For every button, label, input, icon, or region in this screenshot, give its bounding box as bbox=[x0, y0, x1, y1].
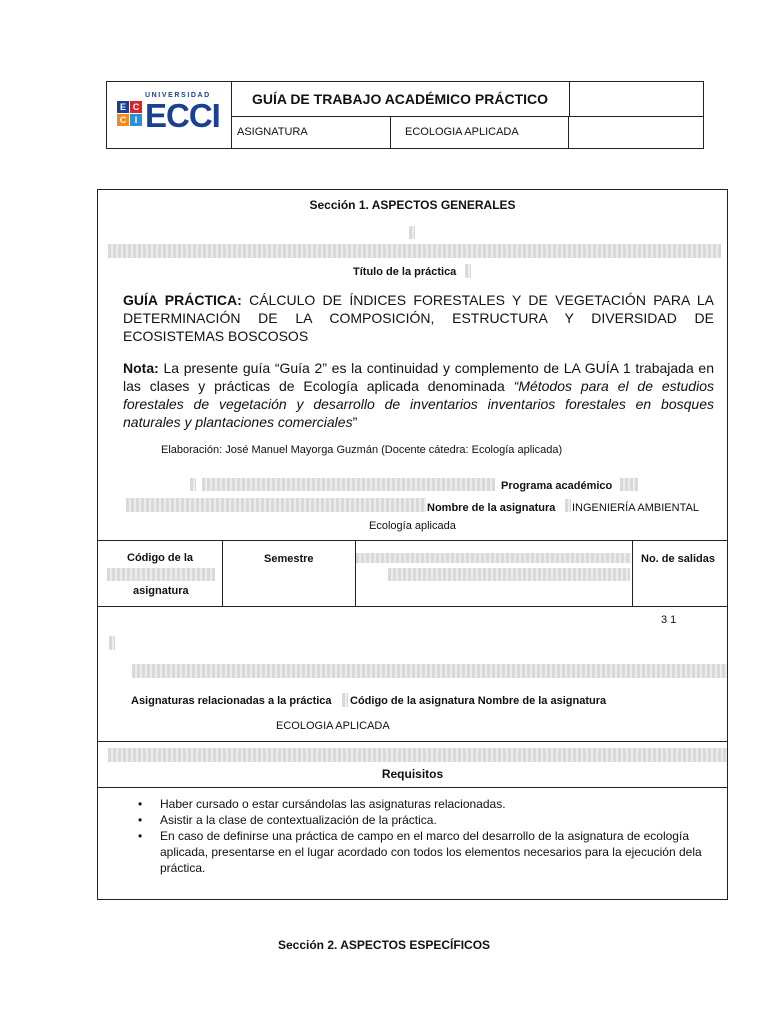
nota-text: La presente guía “Guía 2” es la continuidad y complemento de LA GUÍA 1 trabajada en las clases y prácticas de Ecología aplicada denominada bbox=[123, 360, 714, 394]
nota-end: ” bbox=[352, 414, 358, 430]
codigo-label-2: asignatura bbox=[133, 585, 189, 597]
codigo-label-1: Código de la bbox=[127, 552, 193, 564]
redacted-line bbox=[356, 553, 631, 563]
table-values: 3 1 bbox=[661, 614, 677, 626]
logo-grid-icon bbox=[117, 95, 143, 135]
salidas-label: No. de salidas bbox=[641, 553, 715, 565]
redacted-mark bbox=[342, 693, 348, 707]
table-divider bbox=[355, 540, 356, 606]
nota-paragraph bbox=[123, 359, 714, 431]
nota-bold: Nota: bbox=[123, 360, 159, 376]
codigo-nombre-label: Código de la asignatura Nombre de la asignatura bbox=[350, 695, 607, 707]
header-table bbox=[106, 81, 704, 149]
asignatura-value: ECOLOGIA APLICADA bbox=[391, 116, 569, 148]
redacted-mark bbox=[190, 478, 196, 491]
requisitos-line bbox=[98, 787, 727, 788]
table-line bbox=[98, 606, 727, 607]
requisitos-top-line bbox=[98, 741, 727, 742]
requisitos-list bbox=[136, 796, 706, 876]
requisito-text: Asistir a la clase de contextualización de la práctica. bbox=[160, 813, 437, 827]
table-divider bbox=[632, 540, 633, 606]
nota-italic: “Métodos para el de estudios forestales de vegetación y desarrollo de inventarios inventarios forestales en bosques naturales y plantaciones comerciales bbox=[123, 378, 714, 430]
redacted-mark bbox=[565, 499, 571, 512]
bullet-icon: • bbox=[138, 797, 143, 811]
redacted-line bbox=[107, 568, 215, 581]
section1-box bbox=[97, 189, 728, 900]
list-item bbox=[136, 828, 706, 876]
doc-title: GUÍA DE TRABAJO ACADÉMICO PRÁCTICO bbox=[231, 82, 570, 117]
header-blank-cell-2 bbox=[569, 116, 703, 148]
programa-value: INGENIERÍA AMBIENTAL bbox=[572, 502, 699, 514]
requisitos-title: Requisitos bbox=[381, 767, 444, 781]
semestre-label: Semestre bbox=[264, 553, 314, 565]
redacted-line bbox=[108, 244, 721, 258]
logo-letter-c2: C bbox=[117, 114, 129, 126]
requisito-text: En caso de definirse una práctica de campo en el marco del desarrollo de la asignatura de ecología aplicada, presentarse en el lugar acordado con todos los elementos necesarios para la ejecución dela práctica. bbox=[160, 829, 702, 875]
bullet-icon: • bbox=[138, 813, 143, 827]
university-logo bbox=[107, 82, 232, 148]
guia-title bbox=[123, 291, 714, 345]
requisito-text: Haber cursado o estar cursándolas las asignaturas relacionadas. bbox=[160, 797, 506, 811]
section2-title: Sección 2. ASPECTOS ESPECÍFICOS bbox=[277, 938, 491, 952]
redacted-line bbox=[132, 664, 727, 678]
redacted-mark bbox=[409, 226, 415, 239]
relacionada-value: ECOLOGIA APLICADA bbox=[276, 720, 390, 732]
table-divider bbox=[222, 540, 223, 606]
logo-top-text: UNIVERSIDAD bbox=[145, 92, 211, 99]
programa-label: Programa académico bbox=[501, 480, 613, 492]
asignatura-label: ASIGNATURA bbox=[231, 116, 391, 148]
redacted-mark bbox=[109, 636, 115, 650]
redacted-mark bbox=[620, 478, 638, 491]
logo-letter-e: E bbox=[117, 101, 129, 113]
list-item bbox=[136, 812, 706, 828]
header-blank-cell bbox=[569, 82, 703, 117]
nombre-label: Nombre de la asignatura bbox=[427, 502, 556, 514]
redacted-line bbox=[388, 568, 630, 581]
guia-bold: GUÍA PRÁCTICA: bbox=[123, 292, 242, 308]
list-item bbox=[136, 796, 706, 812]
relacionadas-label: Asignaturas relacionadas a la práctica bbox=[131, 695, 332, 707]
elaboracion: Elaboración: José Manuel Mayorga Guzmán (Docente cátedra: Ecología aplicada) bbox=[161, 444, 563, 456]
redacted-line bbox=[202, 478, 495, 491]
logo-letter-i: I bbox=[130, 114, 142, 126]
guia-text: CÁLCULO DE ÍNDICES FORESTALES Y DE VEGETACIÓN PARA LA DETERMINACIÓN DE LA COMPOSICIÓN, ESTRUCTURA Y DIVERSIDAD DE ECOSISTEMAS BOSCOSOS bbox=[123, 292, 714, 344]
redacted-line bbox=[108, 748, 727, 762]
logo-wordmark: ECCI bbox=[145, 97, 220, 134]
nombre-value: Ecología aplicada bbox=[369, 520, 456, 532]
bullet-icon: • bbox=[138, 829, 143, 843]
logo-letter-c1: C bbox=[130, 101, 142, 113]
redacted-mark bbox=[465, 264, 471, 278]
redacted-line bbox=[126, 498, 426, 512]
titulo-label: Título de la práctica bbox=[353, 266, 457, 278]
section1-title: Sección 1. ASPECTOS GENERALES bbox=[309, 198, 516, 212]
